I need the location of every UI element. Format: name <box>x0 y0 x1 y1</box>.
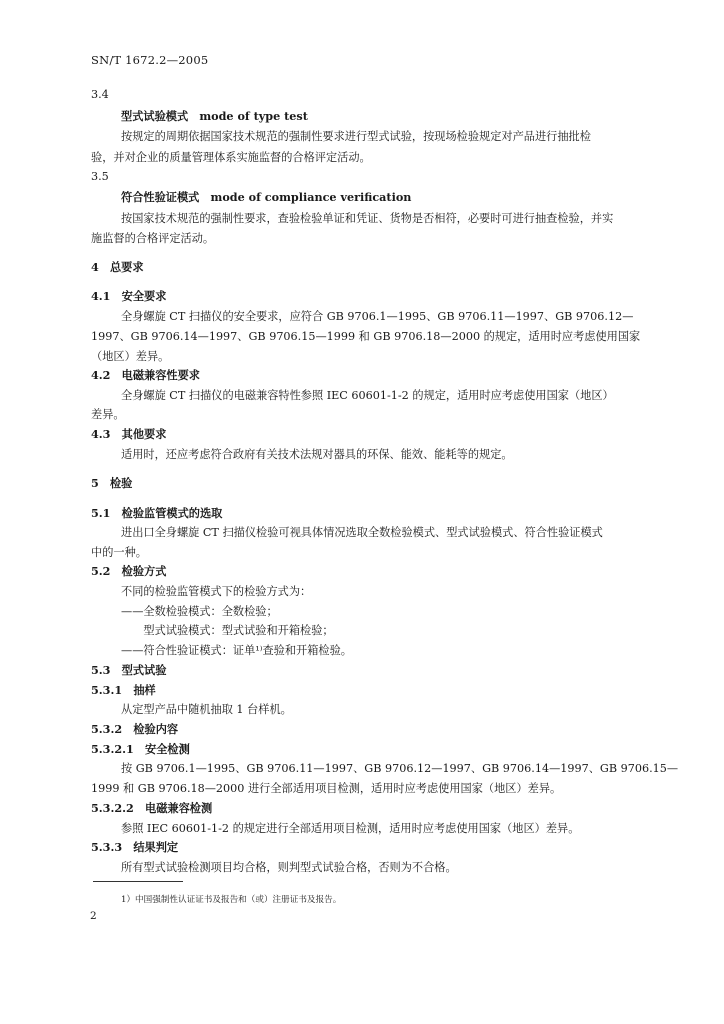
standard-code-header: SN/T 1672.2—2005 <box>91 53 209 67</box>
text-line: 施监督的合格评定活动。 <box>91 232 215 245</box>
section-heading: 型式试验模式 mode of type test <box>121 109 308 123</box>
text-line: ——符合性验证模式：证单¹⁾查验和开箱检验。 <box>121 644 352 657</box>
page-number: 2 <box>90 910 97 922</box>
text-line: 所有型式试验检测项目均合格，则判型式试验合格，否则为不合格。 <box>121 861 457 874</box>
text-line: （地区）差异。 <box>91 350 170 363</box>
text-line: 参照 IEC 60601-1-2 的规定进行全部适用项目检测，适用时应考虑使用国家（地区）差异。 <box>121 822 580 835</box>
text-line: 按规定的周期依据国家技术规范的强制性要求进行型式试验，按现场检验规定对产品进行抽批检 <box>121 130 591 143</box>
section-heading: 5.3.2.2 电磁兼容检测 <box>91 801 213 815</box>
text-line: 不同的检验监管模式下的检验方式为： <box>121 585 312 598</box>
section-heading: 4.1 安全要求 <box>91 289 167 303</box>
text-line: 按 GB 9706.1—1995、GB 9706.11—1997、GB 9706.12—1997、GB 9706.14—1997、GB 9706.15— <box>121 762 679 775</box>
text-line: 3.5 <box>91 170 109 183</box>
section-heading: 5.3.1 抽样 <box>91 683 156 697</box>
text-line: 1999 和 GB 9706.18—2000 进行全部适用项目检测，适用时应考虑使用国家（地区）差异。 <box>91 782 562 795</box>
footnote: 1）中国强制性认证证书及报告和（或）注册证书及报告。 <box>121 895 342 905</box>
text-line: 中的一种。 <box>91 546 147 559</box>
text-line: ——全数检验模式：全数检验； <box>121 605 278 618</box>
text-line: 差异。 <box>91 408 125 421</box>
text-line: 验，并对企业的质量管理体系实施监督的合格评定活动。 <box>91 151 371 164</box>
text-line: 全身螺旋 CT 扫描仪的电磁兼容特性参照 IEC 60601-1-2 的规定，适用时应考虑使用国家（地区） <box>121 389 614 402</box>
section-heading: 5 检验 <box>91 476 133 490</box>
section-heading: 5.3.3 结果判定 <box>91 840 179 854</box>
text-line: 适用时，还应考虑符合政府有关技术法规对器具的环保、能效、能耗等的规定。 <box>121 448 513 461</box>
section-heading: 5.2 检验方式 <box>91 564 167 578</box>
text-line: 3.4 <box>91 88 109 101</box>
text-line: 从定型产品中随机抽取 1 台样机。 <box>121 703 292 716</box>
section-heading: 4.2 电磁兼容性要求 <box>91 368 200 382</box>
text-line: 进出口全身螺旋 CT 扫描仪检验可视具体情况选取全数检验模式、型式试验模式、符合性验证模式 <box>121 526 603 539</box>
text-line: 全身螺旋 CT 扫描仪的安全要求，应符合 GB 9706.1—1995、GB 9706.11—1997、GB 9706.12— <box>121 310 634 323</box>
text-line: 型式试验模式：型式试验和开箱检验； <box>121 624 334 637</box>
text-line: 按国家技术规范的强制性要求，查验检验单证和凭证、货物是否相符，必要时可进行抽查检验，并实 <box>121 212 614 225</box>
section-heading: 5.3.2 检验内容 <box>91 722 179 736</box>
footnote-divider <box>93 881 183 882</box>
section-heading: 5.3.2.1 安全检测 <box>91 742 190 756</box>
section-heading: 符合性验证模式 mode of compliance verification <box>121 190 412 204</box>
section-heading: 5.1 检验监管模式的选取 <box>91 506 223 520</box>
section-heading: 4.3 其他要求 <box>91 427 167 441</box>
section-heading: 4 总要求 <box>91 260 144 274</box>
text-line: 1997、GB 9706.14—1997、GB 9706.15—1999 和 GB 9706.18—2000 的规定，适用时应考虑使用国家 <box>91 330 641 343</box>
section-heading: 5.3 型式试验 <box>91 663 167 677</box>
